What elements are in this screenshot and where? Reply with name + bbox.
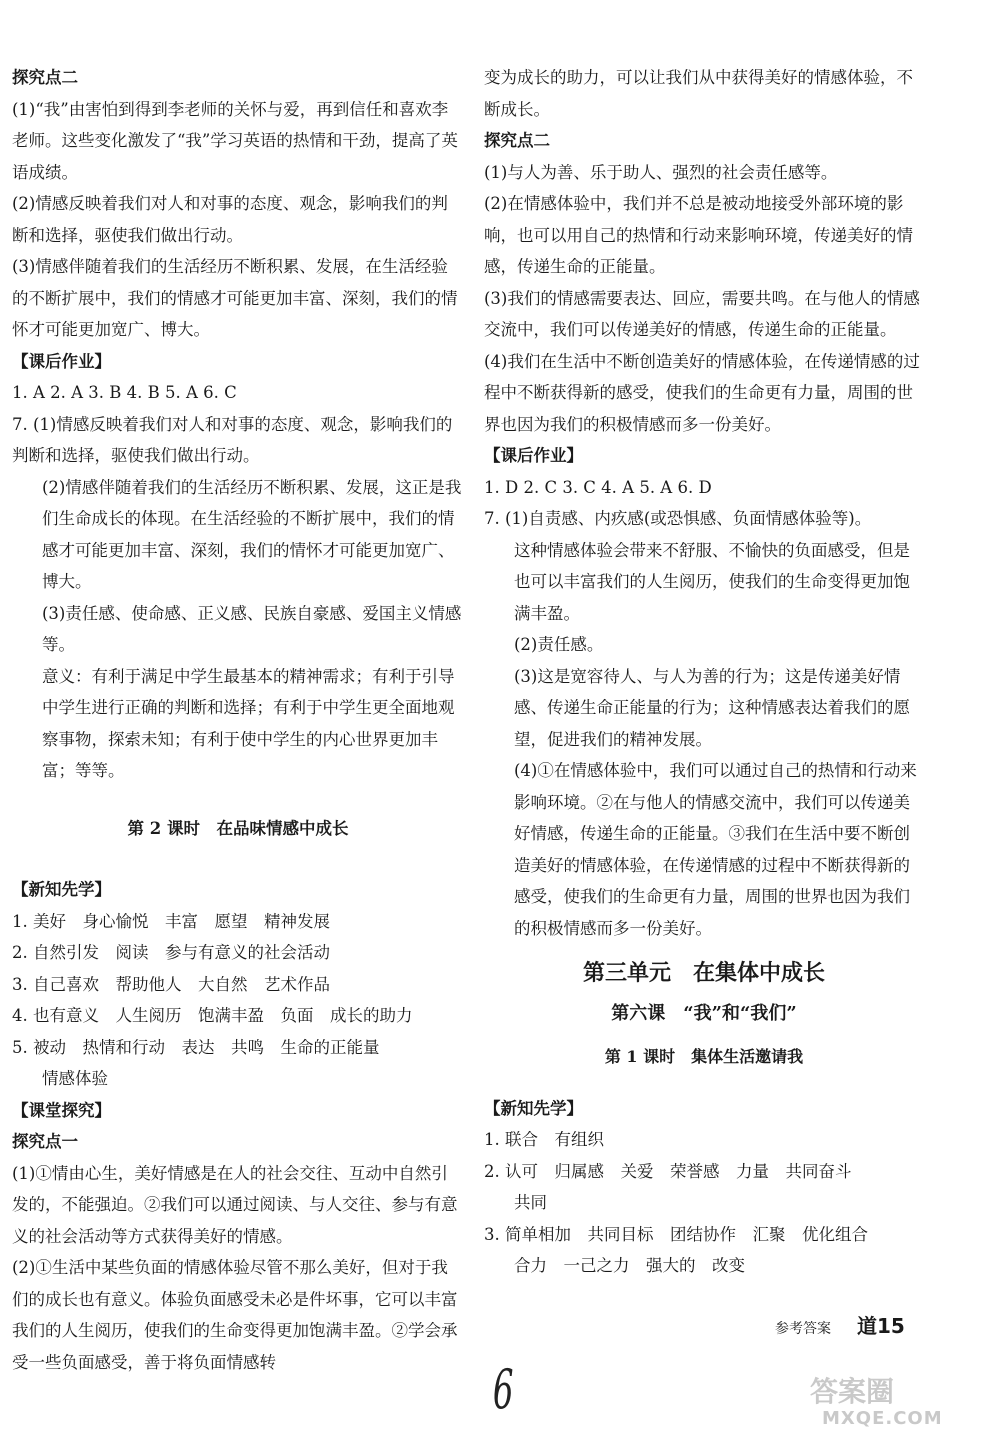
footer-label: 参考答案 — [775, 1321, 831, 1337]
left-paragraph: (1)①情由心生，美好情感是在人的社会交往、互动中自然引发的，不能强迫。②我们可以通过阅读、与人交往、参与有意义的社会活动等方式获得美好的情感。 — [12, 1163, 458, 1246]
page-footer — [775, 1310, 905, 1339]
left-paragraph: 1. A 2. A 3. B 4. B 5. A 6. C — [12, 383, 237, 402]
right-paragraph: 这种情感体验会带来不舒服、不愉快的负面感受，但是也可以丰富我们的人生阅历，使我们的生命变得更加饱满丰盈。 — [514, 540, 910, 623]
right-column — [484, 62, 924, 1282]
right-paragraph: 合力 一己之力 强大的 改变 — [514, 1256, 745, 1275]
left-column — [12, 62, 464, 1378]
left-paragraph: 【新知先学】 — [12, 880, 111, 899]
left-paragraph: 3. 自己喜欢 帮助他人 大自然 艺术作品 — [12, 974, 330, 994]
watermark-logo: 答案圈 — [810, 1375, 895, 1408]
left-paragraph: (3)责任感、使命感、正义感、民族自豪感、爱国主义情感等。 — [42, 603, 462, 654]
left-paragraph: 探究点二 — [12, 68, 78, 87]
right-paragraph: 7. (1)自责感、内疚感(或恐惧感、负面情感体验等)。 — [484, 509, 872, 528]
left-paragraph: (2)①生活中某些负面的情感体验尽管不那么美好，但对于我们的成长也有意义。体验负面感受未必是件坏事，它可以丰富我们的人生阅历，使我们的生命变得更加饱满丰盈。②学会承受一些负面感受，善于将负面情感转 — [12, 1258, 458, 1372]
left-paragraph: (3)情感伴随着我们的生活经历不断积累、发展，在生活经验的不断扩展中，我们的情感才可能更加丰富、深刻，我们的情怀才可能更加宽广、博大。 — [12, 257, 458, 339]
right-paragraph: (3)我们的情感需要表达、回应，需要共鸣。在与他人的情感交流中，我们可以传递美好的情感，传递生命的正能量。 — [484, 288, 920, 339]
left-paragraph: 7. (1)情感反映着我们对人和对事的态度、观念，影响我们的判断和选择，驱使我们做出行动。 — [12, 414, 453, 465]
left-paragraph: (1)“我”由害怕到得到李老师的关怀与爱，再到信任和喜欢李老师。这些变化激发了“我”学习英语的热情和干劲，提高了英语成绩。 — [12, 99, 458, 182]
left-paragraph: 第 2 课时 在品味情感中成长 — [127, 818, 349, 838]
right-paragraph: (4)我们在生活中不断创造美好的情感体验，在传递情感的过程中不断获得新的感受，使我们的生命更有力量，周围的世界也因为我们的积极情感而多一份美好。 — [484, 351, 920, 434]
left-paragraph: 情感体验 — [42, 1069, 108, 1088]
right-paragraph: (3)这是宽容待人、与人为善的行为；这是传递美好情感、传递生命正能量的行为；这种情感表达着我们的愿望，促进我们的精神发展。 — [514, 666, 910, 749]
right-paragraph: (2)责任感。 — [514, 635, 604, 654]
right-paragraph: 【新知先学】 — [484, 1098, 583, 1118]
right-paragraph: (1)与人为善、乐于助人、强烈的社会责任感等。 — [484, 162, 838, 182]
left-paragraph: (2)情感反映着我们对人和对事的态度、观念，影响我们的判断和选择，驱使我们做出行动。 — [12, 194, 448, 245]
page-number: 道15 — [857, 1314, 905, 1338]
left-paragraph: 1. 美好 身心愉悦 丰富 愿望 精神发展 — [12, 911, 330, 931]
left-paragraph: 5. 被动 热情和行动 表达 共鸣 生命的正能量 — [12, 1037, 380, 1057]
left-paragraph: (2)情感伴随着我们的生活经历不断积累、发展，这正是我们生命成长的体现。在生活经验的不断扩展中，我们的情感才可能更加丰富、深刻，我们的情怀才可能更加宽广、博大。 — [42, 477, 462, 591]
right-paragraph: 共同 — [514, 1193, 547, 1212]
right-paragraph: 1. 联合 有组织 — [484, 1130, 604, 1149]
right-paragraph: (2)在情感体验中，我们并不总是被动地接受外部环境的影响，也可以用自己的热情和行动来影响环境，传递美好的情感，传递生命的正能量。 — [484, 194, 913, 276]
left-paragraph: 4. 也有意义 人生阅历 饱满丰盈 负面 成长的助力 — [12, 1006, 413, 1025]
right-paragraph: 1. D 2. C 3. C 4. A 5. A 6. D — [484, 477, 712, 497]
right-paragraph: 探究点二 — [484, 131, 550, 150]
right-paragraph: 第六课 “我”和“我们” — [611, 1002, 797, 1024]
right-paragraph: 【课后作业】 — [484, 446, 583, 465]
right-paragraph: (4)①在情感体验中，我们可以通过自己的热情和行动来影响环境。②在与他人的情感交流中，我们可以传递美好情感，传递生命的正能量。③我们在生活中要不断创造美好的情感体验，在传递情感的过程中不断获得新的感受，使我们的生命更有力量，周围的世界也因为我们的积极情感而多一份美好。 — [514, 761, 917, 938]
watermark-url: MXQE.COM — [822, 1408, 943, 1429]
left-paragraph: 【课堂探究】 — [12, 1100, 111, 1120]
right-paragraph: 第 1 课时 集体生活邀请我 — [604, 1047, 804, 1066]
right-paragraph: 3. 简单相加 共同目标 团结协作 汇聚 优化组合 — [484, 1224, 868, 1244]
left-paragraph: 2. 自然引发 阅读 参与有意义的社会活动 — [12, 943, 330, 962]
handwritten-mark: 6 — [492, 1358, 514, 1421]
right-paragraph: 2. 认可 归属感 关爱 荣誉感 力量 共同奋斗 — [484, 1161, 852, 1181]
right-paragraph: 变为成长的助力，可以让我们从中获得美好的情感体验，不断成长。 — [484, 68, 913, 119]
left-paragraph: 意义：有利于满足中学生最基本的精神需求；有利于引导中学生进行正确的判断和选择；有利于中学生更全面地观察事物，探索未知；有利于使中学生的内心世界更加丰富；等等。 — [42, 666, 455, 780]
left-paragraph: 探究点一 — [12, 1132, 78, 1151]
right-paragraph: 第三单元 在集体中成长 — [582, 961, 825, 986]
left-paragraph: 【课后作业】 — [12, 351, 111, 371]
